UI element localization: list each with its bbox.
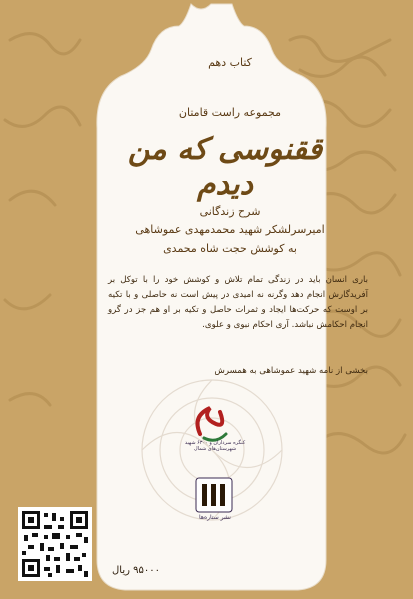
quote-paragraph: باری انسان باید در زندگی تمام تلاش و کوشش خود را با توکل بر آفریدگارش انجام دهد وگرنه نه امیدی در پیش است نه حاصلی و با تکیه بر اوست که حرکت‌ها ایجاد و ثمرات حاصل و تکیه بر او هم جز در گرو انجام احکامش نباشد. آری احکام نبوی و علوی.: [108, 275, 368, 330]
author-credit: به کوشش حجت شاه محمدی: [163, 242, 297, 255]
series-title: مجموعه راست قامتان: [178, 106, 282, 119]
book-title: ققنوسی که من دیدم: [127, 132, 323, 202]
quote-source: بخشی از نامه شهید عموشاهی به همسرش: [214, 366, 368, 376]
publisher-logo: [196, 478, 232, 512]
publisher-logo-caption: نشر ستاره‌ها: [199, 514, 231, 521]
congress-logo-caption: کنگره سرداران و ۶۳۰۰ شهید شهرستان‌های شمال: [184, 440, 246, 452]
book-number: کتاب دهم: [208, 56, 252, 69]
qr-code: [18, 507, 92, 581]
subject-name: امیرسرلشکر شهید محمدمهدی عموشاهی: [135, 223, 325, 236]
price-label: ۹۵۰۰۰ ریال: [112, 565, 160, 576]
subtitle: شرح زندگانی: [199, 205, 261, 218]
